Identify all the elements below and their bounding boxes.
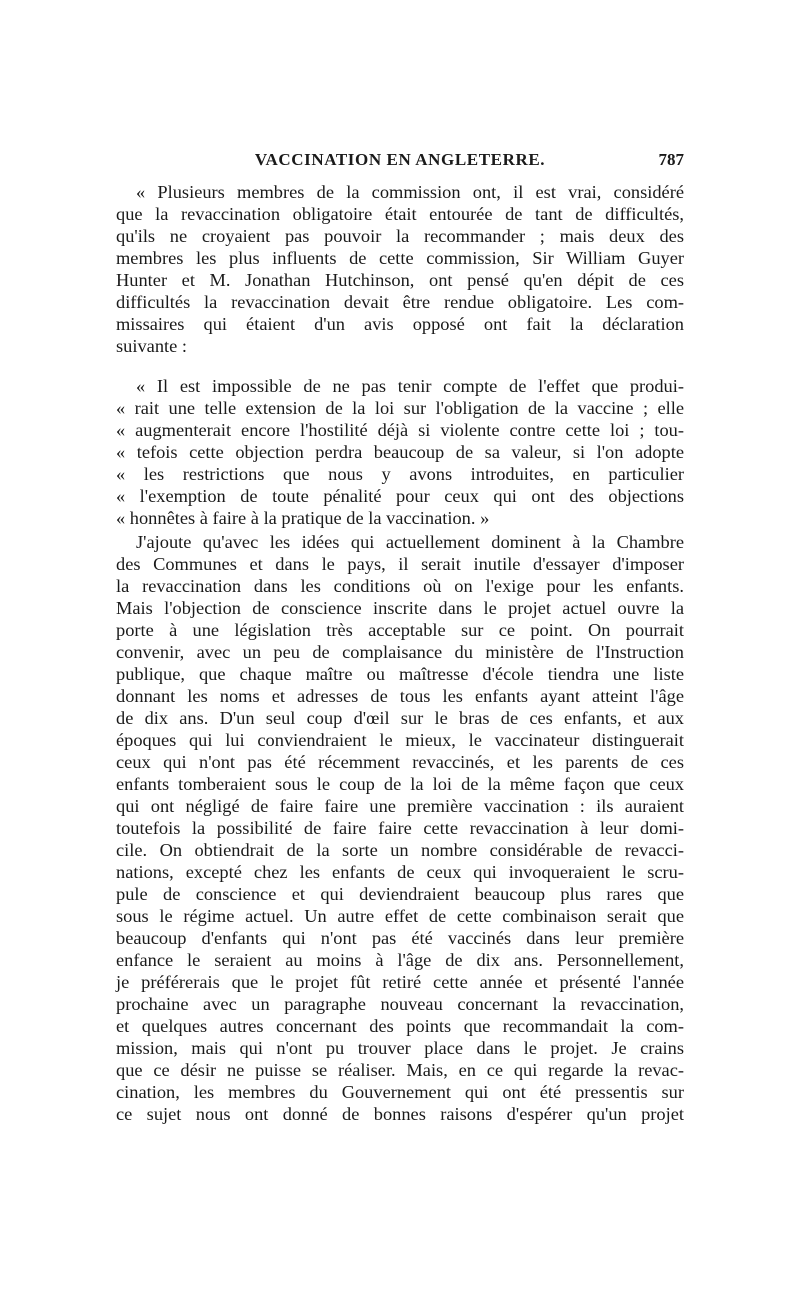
paragraph-3-line: nations, excepté chez les enfants de ceux qui invoqueraient le scru- xyxy=(116,862,684,882)
paragraph-1-line: « Plusieurs membres de la commission ont, il est vrai, considéré xyxy=(136,182,684,202)
paragraph-1-line: difficultés la revaccination devait être rendue obligatoire. Les com- xyxy=(116,292,684,312)
paragraph-1-line: qu'ils ne croyaient pas pouvoir la recommander ; mais deux des xyxy=(116,226,684,246)
paragraph-3-line: et quelques autres concernant des points que recommandait la com- xyxy=(116,1016,684,1036)
paragraph-3-line: donnant les noms et adresses de tous les enfants ayant atteint l'âge xyxy=(116,686,684,706)
paragraph-3-line: je préférerais que le projet fût retiré cette année et présenté l'année xyxy=(116,972,684,992)
paragraph-3-line: que ce désir ne puisse se réaliser. Mais, en ce qui regarde la revac- xyxy=(116,1060,684,1080)
paragraph-1-line: suivante : xyxy=(116,336,187,356)
paragraph-3-line: qui ont négligé de faire faire une première vaccination : ils auraient xyxy=(116,796,684,816)
quotation-line: « rait une telle extension de la loi sur l'obligation de la vaccine ; elle xyxy=(116,398,684,418)
paragraph-3-line: mission, mais qui n'ont pu trouver place dans le projet. Je crains xyxy=(116,1038,684,1058)
quotation-line: « les restrictions que nous y avons introduites, en particulier xyxy=(116,464,684,484)
paragraph-3-line: la revaccination dans les conditions où on l'exige pour les enfants. xyxy=(116,576,684,596)
paragraph-3-line: publique, que chaque maître ou maîtresse d'école tiendra une liste xyxy=(116,664,684,684)
paragraph-3-line: cination, les membres du Gouvernement qui ont été pressentis sur xyxy=(116,1082,684,1102)
quotation-line: « honnêtes à faire à la pratique de la vaccination. » xyxy=(116,508,490,528)
paragraph-3-line: des Communes et dans le pays, il serait inutile d'essayer d'imposer xyxy=(116,554,684,574)
paragraph-3-line: convenir, avec un peu de complaisance du ministère de l'Instruction xyxy=(116,642,684,662)
paragraph-1-line: missaires qui étaient d'un avis opposé ont fait la déclaration xyxy=(116,314,684,334)
paragraph-3-line: porte à une législation très acceptable sur ce point. On pourrait xyxy=(116,620,684,640)
page-number: 787 xyxy=(658,150,684,169)
paragraph-3-line: de dix ans. D'un seul coup d'œil sur le bras de ces enfants, et aux xyxy=(116,708,684,728)
paragraph-1-line: que la revaccination obligatoire était entourée de tant de difficultés, xyxy=(116,204,684,224)
quotation-line: « Il est impossible de ne pas tenir compte de l'effet que produi- xyxy=(136,376,684,396)
paragraph-3-line: ce sujet nous ont donné de bonnes raisons d'espérer qu'un projet xyxy=(116,1104,684,1124)
paragraph-3-line: beaucoup d'enfants qui n'ont pas été vaccinés dans leur première xyxy=(116,928,684,948)
paragraph-3-line: enfance le seraient au moins à l'âge de dix ans. Personnellement, xyxy=(116,950,684,970)
paragraph-1-line: membres les plus influents de cette commission, Sir William Guyer xyxy=(116,248,684,268)
paragraph-3-line: époques qui lui conviendraient le mieux, le vaccinateur distinguerait xyxy=(116,730,684,750)
paragraph-3-line: cile. On obtiendrait de la sorte un nombre considérable de revacci- xyxy=(116,840,684,860)
quotation-line: « augmenterait encore l'hostilité déjà si violente contre cette loi ; tou- xyxy=(116,420,684,440)
paragraph-3-line: prochaine avec un paragraphe nouveau concernant la revaccination, xyxy=(116,994,684,1014)
paragraph-3-line: toutefois la possibilité de faire faire cette revaccination à leur domi- xyxy=(116,818,684,838)
paragraph-3-line: J'ajoute qu'avec les idées qui actuellement dominent à la Chambre xyxy=(136,532,684,552)
paragraph-3-line: pule de conscience et qui deviendraient beaucoup plus rares que xyxy=(116,884,684,904)
quotation-line: « l'exemption de toute pénalité pour ceux qui ont des objections xyxy=(116,486,684,506)
running-head xyxy=(116,150,684,178)
paragraph-3-line: sous le régime actuel. Un autre effet de cette combinaison serait que xyxy=(116,906,684,926)
paragraph-1-line: Hunter et M. Jonathan Hutchinson, ont pensé qu'en dépit de ces xyxy=(116,270,684,290)
quotation-line: « tefois cette objection perdra beaucoup de sa valeur, si l'on adopte xyxy=(116,442,684,462)
paragraph-3-line: Mais l'objection de conscience inscrite dans le projet actuel ouvre la xyxy=(116,598,684,618)
paragraph-3-line: enfants tomberaient sous le coup de la loi de la même façon que ceux xyxy=(116,774,684,794)
paragraph-3-line: ceux qui n'ont pas été récemment revaccinés, et les parents de ces xyxy=(116,752,684,772)
running-title: VACCINATION EN ANGLETERRE. xyxy=(254,150,546,169)
